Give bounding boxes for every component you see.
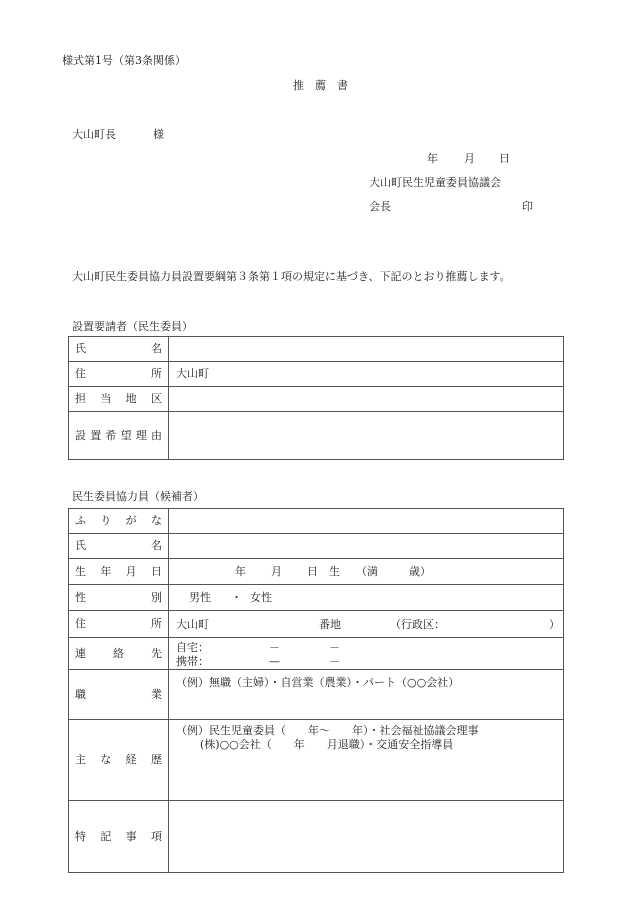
label-char: 連 <box>75 646 86 660</box>
label-char: 経 <box>125 753 137 767</box>
label-char: 希 <box>105 428 117 442</box>
table-row <box>69 720 564 801</box>
label-char: 氏 <box>75 342 86 356</box>
addressee-name: 大山町長 <box>72 128 116 141</box>
field-label <box>69 585 169 611</box>
table-row <box>69 638 564 670</box>
candidate-remarks-field[interactable] <box>169 801 564 873</box>
requester-district-field[interactable] <box>169 387 564 412</box>
table-row <box>69 585 564 611</box>
label-char: 月 <box>125 564 137 578</box>
address-district-close: ） <box>549 618 560 631</box>
label-char: 氏 <box>75 539 86 553</box>
label-char: な <box>100 753 112 767</box>
home-phone-label: 自宅： <box>176 641 209 654</box>
label-char: 住 <box>75 367 86 381</box>
label-char: な <box>150 514 162 528</box>
table-row <box>69 534 564 559</box>
field-label <box>69 534 169 559</box>
label-char: 業 <box>151 687 162 701</box>
candidate-name-field[interactable] <box>169 534 564 559</box>
table-row <box>69 412 564 460</box>
label-char: が <box>125 514 137 528</box>
label-char: 名 <box>151 539 162 553</box>
addressee-honorific: 様 <box>153 128 164 141</box>
candidate-occupation-field[interactable] <box>169 670 564 720</box>
label-char: 置 <box>90 428 102 442</box>
requester-table <box>68 336 564 460</box>
date-year: 年 <box>427 152 438 165</box>
label-char: 別 <box>151 590 162 604</box>
label-char: 由 <box>150 428 162 442</box>
field-label <box>69 611 169 638</box>
label-char: 記 <box>100 829 112 843</box>
field-label <box>69 509 169 534</box>
home-phone-dash: － <box>269 641 280 654</box>
recommendation-statement: 大山町民生委員協力員設置要綱第３条第１項の規定に基づき、下記のとおり推薦します。 <box>72 270 511 283</box>
date-day: 日 <box>499 152 510 165</box>
date-month: 月 <box>464 152 475 165</box>
label-char: 担 <box>75 392 86 406</box>
requester-reason-field[interactable] <box>169 412 564 460</box>
form-number: 様式第1号（第3条関係） <box>62 54 186 67</box>
career-example-line1: （例）民生児童委員（ 年～ 年）・社会福祉協議会理事 <box>176 724 479 737</box>
age-open: （満 <box>356 565 378 578</box>
label-char: 先 <box>151 646 162 660</box>
address-town: 大山町 <box>176 618 209 631</box>
home-phone-dash: － <box>329 641 340 654</box>
requester-address-field[interactable]: 大山町 <box>169 362 564 387</box>
document-title: 推 薦 書 <box>293 79 348 92</box>
label-char: り <box>100 514 112 528</box>
table-row <box>69 362 564 387</box>
label-char: 項 <box>150 829 162 843</box>
sender-organization: 大山町民生児童委員協議会 <box>369 176 501 189</box>
table-row <box>69 801 564 873</box>
label-char: ふ <box>75 514 86 528</box>
address-lot-unit: 番地 <box>319 618 341 631</box>
field-label <box>69 412 169 460</box>
candidate-furigana-field[interactable] <box>169 509 564 534</box>
table-row <box>69 670 564 720</box>
label-char: 日 <box>150 564 162 578</box>
birth-month-unit: 月 <box>271 565 282 578</box>
field-label <box>69 801 169 873</box>
sender-position: 会長 <box>369 200 391 213</box>
label-char: 区 <box>150 392 162 406</box>
seal-mark: 印 <box>522 200 533 213</box>
label-char: 年 <box>100 564 112 578</box>
table-row <box>69 509 564 534</box>
requester-section-heading: 設置要請者（民生委員） <box>72 320 193 333</box>
label-char: 所 <box>151 617 162 631</box>
label-char: 生 <box>75 564 86 578</box>
candidate-career-field[interactable] <box>169 720 564 801</box>
address-district-open: （行政区： <box>390 618 445 631</box>
label-char: 理 <box>135 428 147 442</box>
label-char: 職 <box>75 687 86 701</box>
table-row <box>69 611 564 638</box>
label-char: 主 <box>75 753 86 767</box>
birth-year-unit: 年 <box>235 565 246 578</box>
label-char: 地 <box>125 392 137 406</box>
table-row <box>69 387 564 412</box>
field-label <box>69 638 169 670</box>
career-example-line2: (株)○○会社（ 年 月退職）・交通安全指導員 <box>200 738 454 751</box>
candidate-birthdate-field[interactable] <box>169 559 564 585</box>
candidate-gender-field <box>169 585 564 611</box>
gender-male-option[interactable]: 男性 <box>189 591 211 604</box>
age-close: 歳） <box>409 565 431 578</box>
gender-female-option[interactable]: 女性 <box>250 591 272 604</box>
occupation-example: （例）無職（主婦）・自営業（農業）・パート（○○会社） <box>176 676 460 689</box>
label-char: 当 <box>100 392 112 406</box>
label-char: 名 <box>151 342 162 356</box>
label-char: 特 <box>75 829 86 843</box>
candidate-section-heading: 民生委員協力員（候補者） <box>72 490 204 503</box>
label-char: 設 <box>75 428 86 442</box>
mobile-phone-dash: － <box>329 655 340 668</box>
field-label <box>69 670 169 720</box>
label-char: 性 <box>75 590 86 604</box>
field-label <box>69 337 169 362</box>
field-label <box>69 387 169 412</box>
candidate-address-field[interactable] <box>169 611 564 638</box>
candidate-table <box>68 508 564 873</box>
field-label <box>69 720 169 801</box>
gender-separator: ・ <box>231 591 242 604</box>
label-char: 所 <box>151 367 162 381</box>
table-row <box>69 559 564 585</box>
label-char: 事 <box>125 829 137 843</box>
table-row <box>69 337 564 362</box>
field-label <box>69 559 169 585</box>
mobile-phone-dash: — <box>269 655 280 668</box>
label-char: 絡 <box>113 646 124 660</box>
label-char: 望 <box>120 428 132 442</box>
label-char: 歴 <box>150 753 162 767</box>
label-char: 住 <box>75 617 86 631</box>
requester-name-field[interactable] <box>169 337 564 362</box>
candidate-contact-field[interactable] <box>169 638 564 670</box>
birth-day-unit: 日 生 <box>307 565 340 578</box>
field-label <box>69 362 169 387</box>
mobile-phone-label: 携帯： <box>176 655 209 668</box>
